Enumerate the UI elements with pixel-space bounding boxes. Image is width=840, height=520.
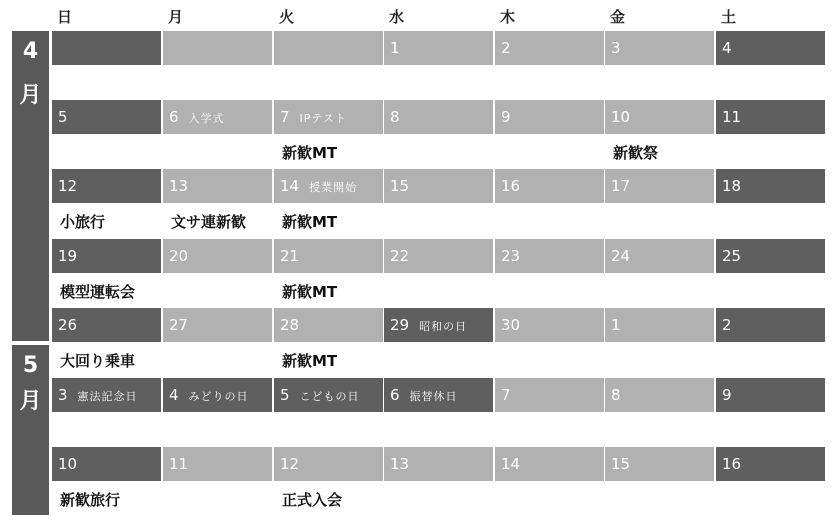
weekday-label: 金 [610, 8, 626, 26]
day-number: 2 [722, 316, 732, 334]
day-cell[interactable] [163, 378, 272, 412]
day-number: 28 [280, 316, 300, 334]
day-cell[interactable] [605, 447, 714, 481]
month-label-may [12, 345, 49, 515]
day-number: 5 [58, 108, 68, 126]
holiday-label: IPテスト [299, 112, 347, 125]
day-cell[interactable] [384, 100, 493, 134]
event-label: 新歓旅行 [60, 491, 121, 509]
day-cell[interactable] [716, 239, 825, 273]
day-cell[interactable] [384, 308, 493, 342]
day-number: 14 [280, 177, 300, 195]
month-number: 4 [22, 39, 39, 64]
day-cell[interactable] [52, 100, 161, 134]
day-number: 7 [280, 108, 290, 126]
day-cell[interactable] [274, 378, 383, 412]
day-cell[interactable] [274, 31, 383, 65]
month-label-april [12, 31, 49, 341]
day-number: 9 [722, 386, 732, 404]
month-kanji: 月 [19, 83, 42, 108]
day-cell[interactable] [163, 169, 272, 203]
day-number: 16 [501, 177, 521, 195]
weekday-label: 木 [500, 8, 516, 26]
holiday-label: 授業開始 [309, 181, 358, 194]
day-number: 8 [390, 108, 400, 126]
event-label: 模型運転会 [60, 283, 136, 301]
day-cell[interactable] [163, 100, 272, 134]
day-number: 8 [611, 386, 621, 404]
day-number: 12 [58, 177, 78, 195]
event-label: 小旅行 [60, 213, 106, 231]
weekday-label: 土 [721, 8, 737, 26]
day-cell[interactable] [716, 447, 825, 481]
day-cell[interactable] [163, 31, 272, 65]
day-number: 13 [390, 455, 410, 473]
day-number: 6 [390, 386, 400, 404]
day-cell[interactable] [52, 308, 161, 342]
day-cell[interactable] [384, 447, 493, 481]
day-cell[interactable] [52, 447, 161, 481]
day-cell[interactable] [716, 378, 825, 412]
day-number: 19 [58, 247, 78, 265]
day-number: 4 [722, 39, 732, 57]
day-cell[interactable] [52, 378, 161, 412]
holiday-label: 振替休日 [409, 390, 458, 403]
day-number: 16 [722, 455, 742, 473]
day-cell[interactable] [52, 169, 161, 203]
holiday-label: 昭和の日 [419, 320, 468, 333]
day-cell[interactable] [274, 447, 383, 481]
day-number: 29 [390, 316, 410, 334]
day-cell[interactable] [274, 100, 383, 134]
day-cell[interactable] [163, 239, 272, 273]
day-number: 3 [611, 39, 621, 57]
day-cell[interactable] [495, 239, 604, 273]
holiday-label: 入学式 [188, 112, 225, 125]
day-number: 27 [169, 316, 189, 334]
weekday-label: 月 [168, 8, 184, 26]
weekday-label: 水 [389, 8, 405, 26]
event-label: 新歓祭 [613, 144, 659, 162]
day-number: 15 [611, 455, 631, 473]
day-number: 14 [501, 455, 521, 473]
day-cell[interactable] [52, 31, 161, 65]
month-kanji: 月 [19, 389, 42, 414]
day-number: 13 [169, 177, 189, 195]
day-number: 17 [611, 177, 631, 195]
day-cell[interactable] [716, 31, 825, 65]
day-number: 10 [58, 455, 78, 473]
day-cell[interactable] [384, 378, 493, 412]
holiday-label: 憲法記念日 [77, 390, 138, 403]
holiday-label: こどもの日 [299, 390, 360, 403]
day-number: 25 [722, 247, 742, 265]
day-number: 22 [390, 247, 410, 265]
day-number: 10 [611, 108, 631, 126]
day-cell[interactable] [495, 447, 604, 481]
day-cell[interactable] [605, 308, 714, 342]
day-number: 9 [501, 108, 511, 126]
day-cell[interactable] [605, 100, 714, 134]
day-number: 24 [611, 247, 631, 265]
event-label: 新歓MT [282, 144, 338, 162]
day-number: 18 [722, 177, 742, 195]
day-cell[interactable] [605, 378, 714, 412]
day-number: 11 [722, 108, 742, 126]
event-label: 大回り乗車 [60, 352, 136, 370]
day-cell[interactable] [495, 169, 604, 203]
day-number: 30 [501, 316, 521, 334]
day-number: 11 [169, 455, 189, 473]
day-cell[interactable] [52, 239, 161, 273]
day-cell[interactable] [274, 239, 383, 273]
day-number: 1 [390, 39, 400, 57]
day-cell[interactable] [495, 378, 604, 412]
day-cell[interactable] [716, 308, 825, 342]
event-label: 新歓MT [282, 213, 338, 231]
day-cell[interactable] [605, 239, 714, 273]
day-cell[interactable] [274, 169, 383, 203]
day-cell[interactable] [163, 447, 272, 481]
day-number: 23 [501, 247, 521, 265]
day-number: 6 [169, 108, 179, 126]
weekday-label: 日 [57, 8, 73, 26]
weekday-label: 火 [279, 8, 295, 26]
day-number: 4 [169, 386, 179, 404]
day-number: 20 [169, 247, 189, 265]
day-number: 21 [280, 247, 300, 265]
day-number: 3 [58, 386, 68, 404]
event-label: 新歓MT [282, 352, 338, 370]
day-cell[interactable] [495, 31, 604, 65]
day-cell[interactable] [384, 239, 493, 273]
event-label: 正式入会 [282, 491, 343, 509]
day-cell[interactable] [163, 308, 272, 342]
event-label: 新歓MT [282, 283, 338, 301]
month-number: 5 [22, 353, 39, 378]
day-number: 26 [58, 316, 78, 334]
day-cell[interactable] [495, 308, 604, 342]
day-cell[interactable] [716, 100, 825, 134]
day-cell[interactable] [605, 31, 714, 65]
day-cell[interactable] [274, 308, 383, 342]
day-number: 1 [611, 316, 621, 334]
day-number: 12 [280, 455, 300, 473]
day-number: 7 [501, 386, 511, 404]
holiday-label: みどりの日 [188, 390, 249, 403]
day-cell[interactable] [384, 169, 493, 203]
day-number: 5 [280, 386, 290, 404]
day-cell[interactable] [384, 31, 493, 65]
day-cell[interactable] [716, 169, 825, 203]
day-cell[interactable] [495, 100, 604, 134]
day-number: 2 [501, 39, 511, 57]
day-cell[interactable] [605, 169, 714, 203]
day-number: 15 [390, 177, 410, 195]
event-label: 文サ連新歓 [171, 213, 247, 231]
